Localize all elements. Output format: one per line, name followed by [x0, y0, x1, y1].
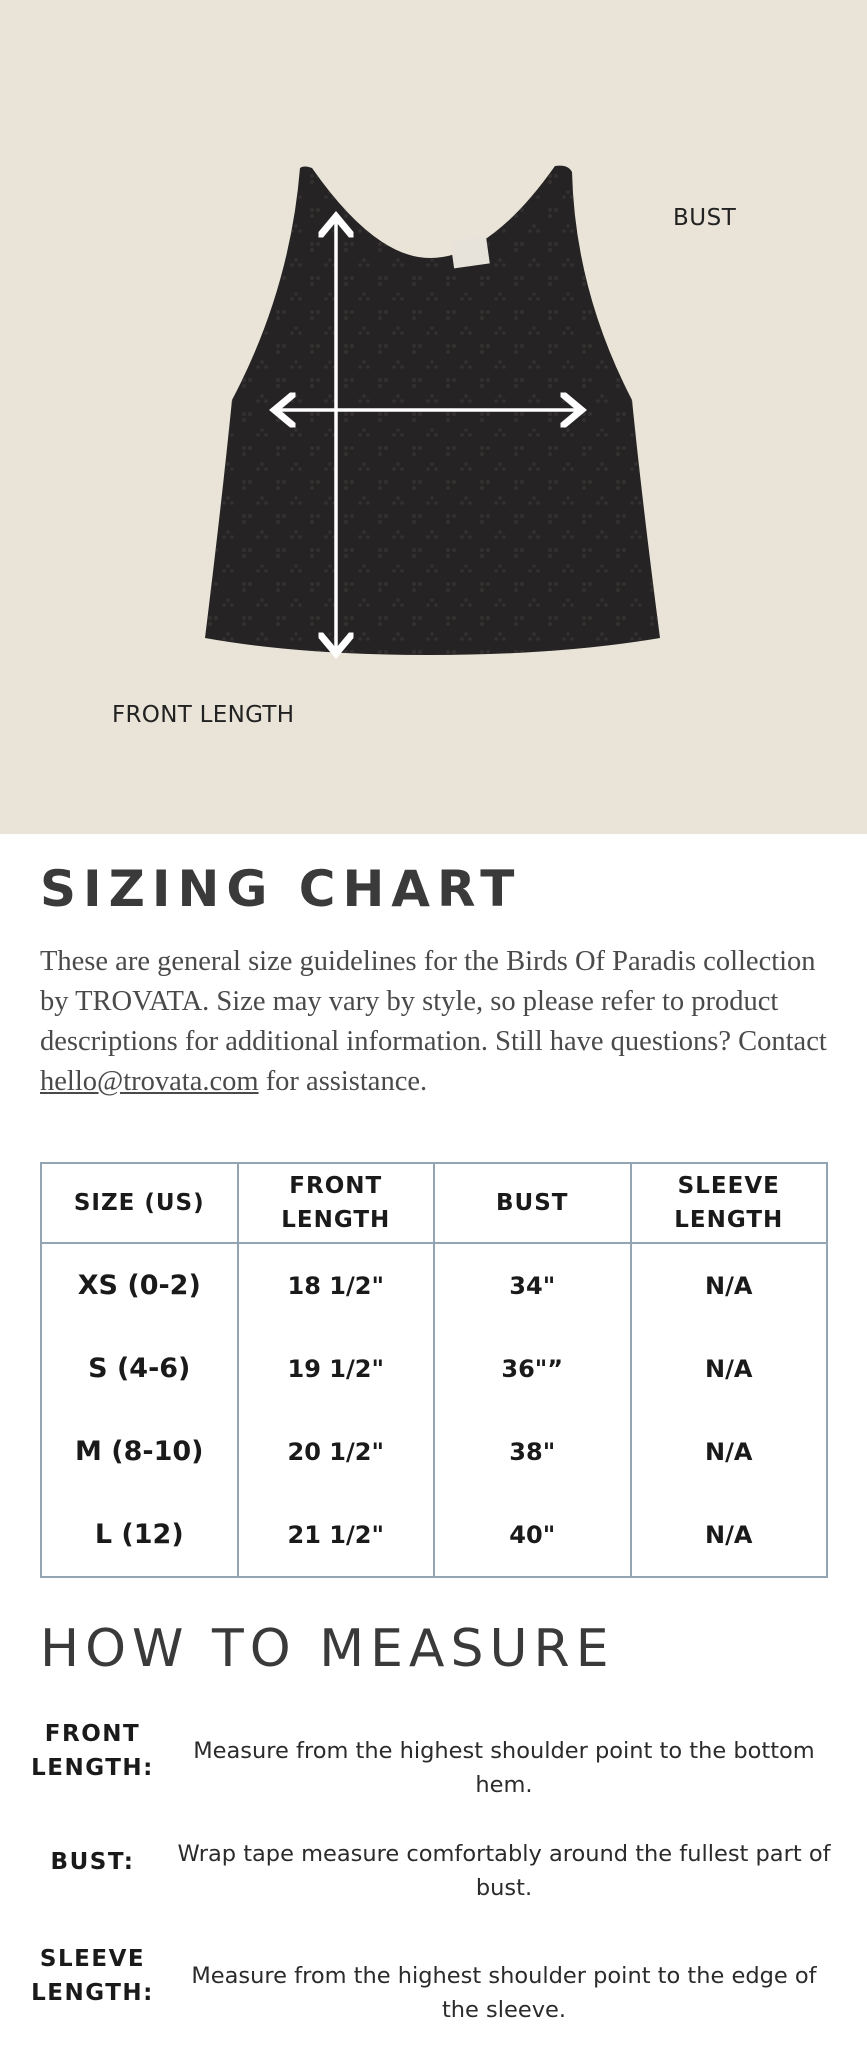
- size-cell: XS (0-2): [41, 1243, 238, 1327]
- sleeve-length-cell: N/A: [631, 1410, 828, 1493]
- intro-text: These are general size guidelines for the Birds Of Paradis collection by TROVATA. Size may vary by style, so please refer to product descriptions for additional information. Still have questions? Contact: [40, 946, 827, 1057]
- front-length-cell: 19 1/2": [238, 1327, 435, 1410]
- size-table: [40, 1162, 828, 1578]
- table-row: [41, 1327, 827, 1410]
- measure-description: Measure from the highest shoulder point to the bottom hem.: [193, 1738, 815, 1798]
- bust-cell: 40": [434, 1493, 631, 1577]
- size-cell: M (8-10): [41, 1410, 238, 1493]
- front-length-cell: 18 1/2": [238, 1243, 435, 1327]
- bust-cell: 34": [434, 1243, 631, 1327]
- measure-term: BUST:: [50, 1849, 135, 1875]
- front-length-cell: 20 1/2": [238, 1410, 435, 1493]
- header-bust: BUST: [434, 1163, 631, 1243]
- header-sleeve-length: SLEEVE LENGTH: [631, 1163, 828, 1243]
- front-length-cell: 21 1/2": [238, 1493, 435, 1577]
- sleeve-length-cell: N/A: [631, 1493, 828, 1577]
- header-front-length: FRONT LENGTH: [238, 1163, 435, 1243]
- intro-suffix: for assistance.: [258, 1066, 428, 1097]
- sleeve-length-cell: N/A: [631, 1243, 828, 1327]
- table-row: [41, 1493, 827, 1577]
- measure-description: Measure from the highest shoulder point to the edge of the sleeve.: [191, 1963, 817, 2023]
- size-cell: L (12): [41, 1493, 238, 1577]
- sleeve-length-cell: N/A: [631, 1327, 828, 1410]
- measure-term: SLEEVE LENGTH:: [31, 1946, 154, 2006]
- measure-description: Wrap tape measure comfortably around the fullest part of bust.: [177, 1841, 831, 1901]
- table-row: [41, 1243, 827, 1327]
- size-cell: S (4-6): [41, 1327, 238, 1410]
- front-length-label: FRONT LENGTH: [112, 702, 295, 728]
- sizing-chart-title: SIZING CHART: [40, 860, 522, 918]
- table-row: [41, 1410, 827, 1493]
- product-image-area: [0, 0, 867, 834]
- garment-tag: [450, 236, 490, 269]
- bust-label: BUST: [673, 205, 737, 231]
- table-header-row: [41, 1163, 827, 1243]
- bust-cell: 38": [434, 1410, 631, 1493]
- measure-term: FRONT LENGTH:: [31, 1721, 154, 1781]
- contact-email-link[interactable]: hello@trovata.com: [40, 1066, 259, 1097]
- bust-cell: 36"”: [434, 1327, 631, 1410]
- how-to-measure-title: HOW TO MEASURE: [40, 1619, 615, 1679]
- intro-paragraph: [40, 942, 830, 1102]
- header-size: SIZE (US): [41, 1163, 238, 1243]
